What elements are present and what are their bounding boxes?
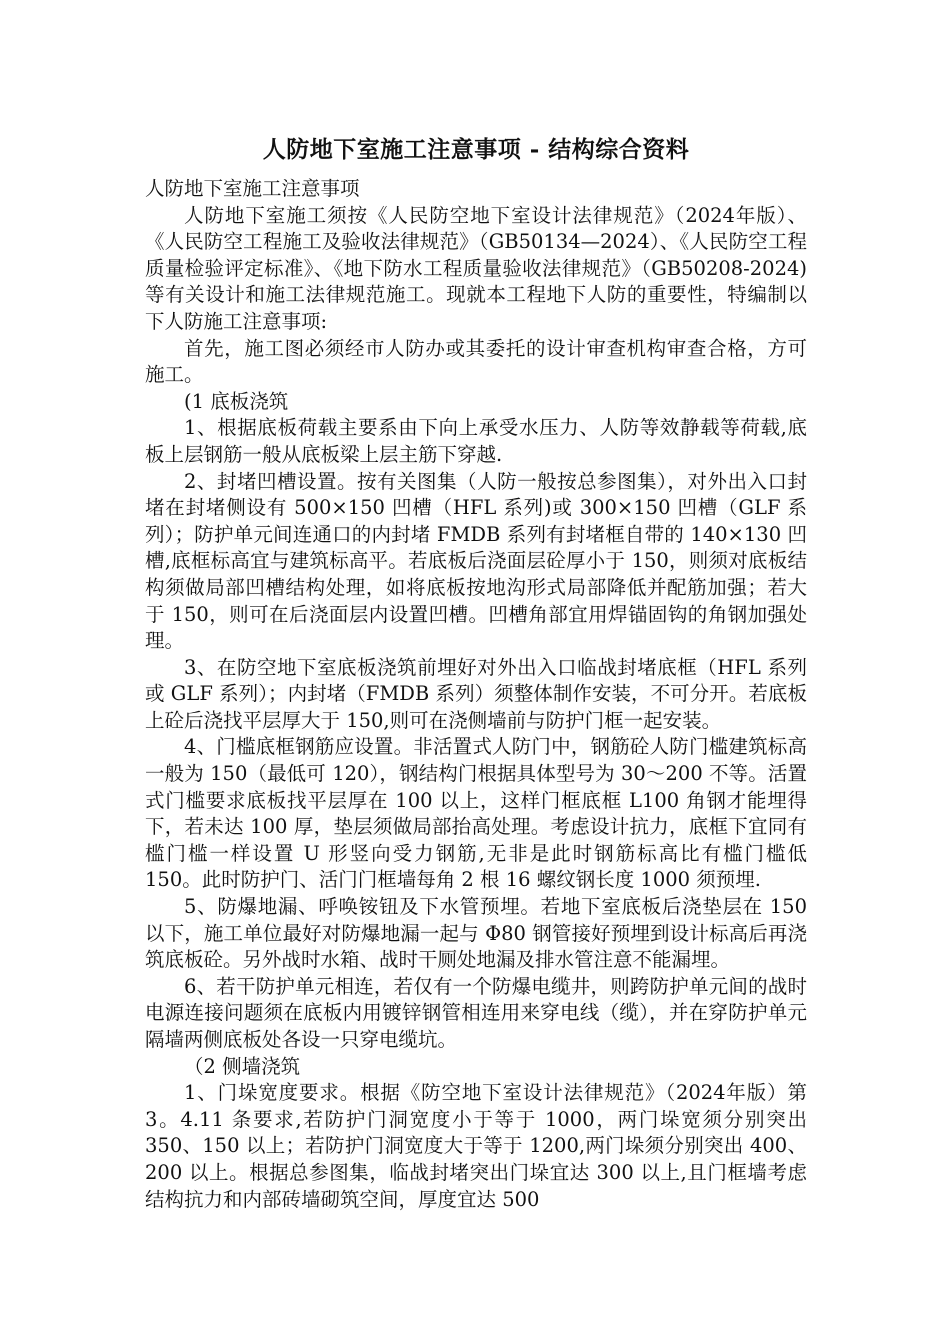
floor-slab-item-5: 5、防爆地漏、呼唤铵钮及下水管预埋。若地下室底板后浇垫层在 150 以下，施工单位最好对防爆地漏一起与 Φ80 钢管接好预埋到设计标高后再浇筑底板砼。另外战时水箱、战时干厕处地漏及排水管注意不能漏埋。 — [145, 895, 807, 972]
floor-slab-item-3: 3、在防空地下室底板浇筑前埋好对外出入口临战封堵底框（HFL 系列或 GLF 系列）；内封堵（FMDB 系列）须整体制作安装，不可分开。若底板上砼后浇找平层厚大于 150,则可在浇侧墙前与防护门框一起安装。 — [145, 655, 807, 732]
document-body — [145, 176, 807, 1213]
document-title: 人防地下室施工注意事项 - 结构综合资料 — [262, 136, 690, 163]
intro-paragraph: 人防地下室施工须按《人民防空地下室设计法律规范》（2024年版）、《人民防空工程施工及验收法律规范》（GB50134—2024）、《人民防空工程质量检验评定标准》、《地下防水工程质量验收法律规范》（GB50208-2024)等有关设计和施工法律规范施工。现就本工程地下人防的重要性，特编制以下人防施工注意事项: — [145, 203, 807, 333]
document-subtitle: 人防地下室施工注意事项 — [145, 177, 360, 200]
floor-slab-item-4: 4、门槛底框钢筋应设置。非活置式人防门中，钢筋砼人防门槛建筑标高一般为 150（最低可 120），钢结构门根据具体型号为 30～200 不等。活置式门槛要求底板找平层厚在 100 以上，这样门框底框 L100 角钢才能埋得下，若未达 100 厚，垫层须做局部抬高处理。考虑设计抗力，底框下宜同有槛门槛一样设置 U 形竖向受力钢筋,无非是此时钢筋标高比有槛门槛低 150。此时防护门、活门门框墙每角 2 根 16 螺纹钢长度 1000 须预埋. — [145, 735, 807, 892]
floor-slab-item-2: 2、封堵凹槽设置。按有关图集（人防一般按总参图集），对外出入口封堵在封堵侧设有 500×150 凹槽（HFL 系列)或 300×150 凹槽（GLF 系列）；防护单元间连通口的内封堵 FMDB 系列有封堵框自带的 140×130 凹槽,底框标高宜与建筑标高平。若底板后浇面层砼厚小于 150，则须对底板结构须做局部凹槽结构处理，如将底板按地沟形式局部降低并配筋加强；若大于 150，则可在后浇面层内设置凹槽。凹槽角部宜用焊锚固钩的角钢加强处理。 — [145, 469, 807, 653]
side-wall-item-1: 1、门垛宽度要求。根据《防空地下室设计法律规范》（2024年版）第 3。4.11 条要求,若防护门洞宽度小于等于 1000，两门垛宽须分别突出 350、150 以上；若防护门洞宽度大于等于 1200,两门垛须分别突出 400、200 以上。根据总参图集，临战封堵突出门垛宜达 300 以上,且门框墙考虑结构抗力和内部砖墙砌筑空间，厚度宜达 500 — [145, 1081, 807, 1211]
section-heading-floor-slab: (1 底板浇筑 — [184, 389, 289, 413]
section-heading-side-wall: （2 侧墙浇筑 — [184, 1054, 301, 1078]
approval-paragraph: 首先，施工图必须经市人防办或其委托的设计审查机构审查合格，方可施工。 — [145, 336, 807, 387]
floor-slab-item-6: 6、若干防护单元相连，若仅有一个防爆电缆井，则跨防护单元间的战时电源连接问题须在底板内用镀锌钢管相连用来穿电线（缆），并在穿防护单元隔墙两侧底板处各设一只穿电缆坑。 — [145, 974, 807, 1051]
floor-slab-item-1: 1、根据底板荷载主要系由下向上承受水压力、人防等效静载等荷载,底板上层钢筋一般从底板梁上层主筋下穿越. — [145, 416, 807, 466]
document-page — [145, 134, 807, 1213]
